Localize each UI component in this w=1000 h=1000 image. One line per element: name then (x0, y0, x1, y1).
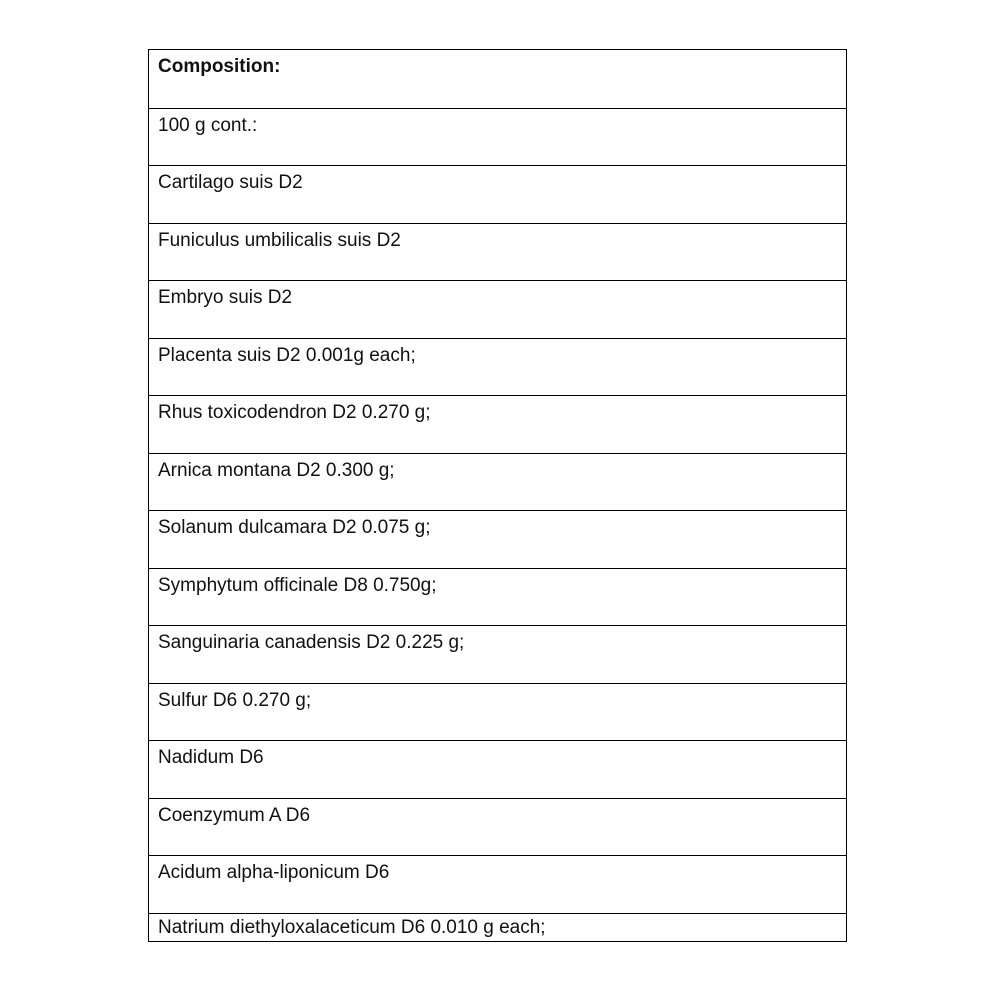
composition-title: Composition: (158, 56, 281, 77)
table-row: Arnica montana D2 0.300 g; (149, 453, 846, 511)
composition-table (148, 49, 847, 942)
table-row: Sanguinaria canadensis D2 0.225 g; (149, 625, 846, 683)
table-row: Embryo suis D2 (149, 280, 846, 338)
table-row: Symphytum officinale D8 0.750g; (149, 568, 846, 626)
table-row: Funiculus umbilicalis suis D2 (149, 223, 846, 281)
table-row: 100 g cont.: (149, 108, 846, 166)
table-row: Placenta suis D2 0.001g each; (149, 338, 846, 396)
table-row: Solanum dulcamara D2 0.075 g; (149, 510, 846, 568)
table-row: Nadidum D6 (149, 740, 846, 798)
table-row: Rhus toxicodendron D2 0.270 g; (149, 395, 846, 453)
table-row: Acidum alpha-liponicum D6 (149, 855, 846, 913)
table-row: Cartilago suis D2 (149, 165, 846, 223)
table-row: Sulfur D6 0.270 g; (149, 683, 846, 741)
table-row: Coenzymum A D6 (149, 798, 846, 856)
table-row: Natrium diethyloxalaceticum D6 0.010 g each; (149, 913, 846, 941)
